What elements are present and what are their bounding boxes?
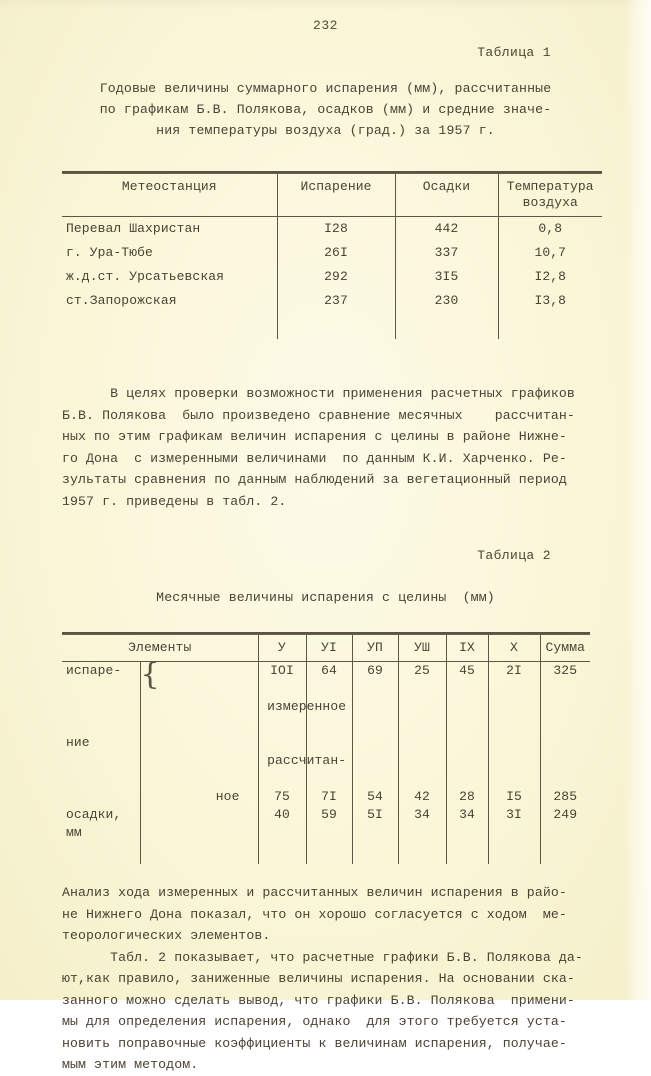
table-2-header-month-1: УI [306, 635, 352, 662]
table-1-header-precipitation: Осадки [395, 174, 498, 217]
table-1-header-row [62, 174, 602, 217]
table-2-sublabel-calculated-line-1 [140, 734, 347, 788]
table-2-cell-1-3: 42 [398, 788, 446, 806]
table-1-cell-temperature-2: I2,8 [498, 265, 602, 289]
table-2-cell-1-4: 28 [446, 788, 488, 806]
table-2-caption: Таблица 2 [477, 548, 551, 563]
table-2-cell-2-1: 59 [306, 806, 352, 824]
table-1-cell-station-0: Перевал Шахристан [66, 221, 201, 236]
table-row [62, 788, 590, 806]
paragraph-2-line-5: ют,как правило, заниженные величины испарения. На основании ска- [62, 971, 575, 986]
table-1-header-temperature-line-1: Температура [506, 179, 594, 194]
table-2-sublabel-measured-text: измеренное [267, 699, 347, 714]
paragraph-2 [0, 882, 651, 1076]
table-2-cell-0-5: 2I [488, 662, 540, 734]
table-2-cell-1-total: 285 [540, 788, 590, 806]
paragraph-1-line-4: го Дона с измеренными величинами по данным К.И. Харченко. Ре- [62, 450, 567, 466]
table-1-cell-temperature-0: 0,8 [498, 217, 602, 241]
table-1-header-evaporation: Испарение [277, 174, 395, 217]
table-1-header-temperature [498, 174, 602, 217]
paragraph-1-line-6: 1957 г. приведены в табл. 2. [62, 493, 287, 509]
table-2-sublabel-calculated-line-2: ное [140, 788, 258, 806]
table-1-cell-precipitation-3: 230 [395, 289, 498, 313]
paragraph-2-line-3: теорологических элементов. [62, 928, 271, 943]
paragraph-1-line-2: Б.В. Полякова было произведено сравнение месячных рассчитан- [62, 407, 575, 423]
table-2-cell-1-0: 75 [258, 788, 306, 806]
paragraph-2-line-4: Табл. 2 показывает, что расчетные графики Б.В. Полякова да- [62, 949, 583, 965]
table-2-tail [62, 842, 590, 864]
table-1-header-station: Метеостанция [121, 179, 217, 194]
paragraph-2-line-7: мы для определения испарения, однако для этого требуется уста- [62, 1014, 567, 1029]
table-1-cell-precipitation-2: 3I5 [395, 265, 498, 289]
paragraph-2-line-9: мым этим методом. [62, 1057, 199, 1072]
paragraph-1-line-3: ных по этим графикам величин испарения с целины в районе Нижне- [62, 429, 567, 444]
table-1-header-temperature-line-2: воздуха [522, 195, 578, 210]
table-1-cell-precipitation-1: 337 [395, 241, 498, 265]
table-2-cell-1-1: 7I [306, 788, 352, 806]
table-2-cell-2-0: 40 [258, 806, 306, 824]
table-row [62, 241, 602, 265]
table-2 [62, 632, 590, 864]
table-2-cell-0-1: 64 [306, 662, 352, 734]
table-2-precipitation-unit-row [62, 824, 590, 842]
table-1-title-line-1: Годовые величины суммарного испарения (мм), рассчитанные [99, 81, 552, 96]
table-1-caption: Таблица 1 [477, 45, 551, 60]
table-1-title [0, 78, 651, 141]
table-row [62, 806, 590, 824]
paragraph-2-line-2: не Нижнего Дона показал, что он хорошо согласуется с ходом ме- [62, 906, 567, 922]
table-2-label-precipitation-line-2: мм [66, 825, 82, 840]
table-2-cell-2-2: 5I [352, 806, 398, 824]
table-2-cell-1-2: 54 [352, 788, 398, 806]
table-1-cell-station-3: ст.Запорожская [66, 293, 177, 308]
paragraph-1-line-5: зультаты сравнения по данным наблюдений за вегетационный период [62, 472, 567, 487]
table-1-cell-evaporation-2: 292 [277, 265, 395, 289]
paragraph-2-line-8: новить поправочные коэффициенты к величинам испарения, получае- [62, 1035, 567, 1051]
table-1-title-line-2: по графикам Б.В. Полякова, осадков (мм) и средние значе- [99, 102, 552, 117]
paragraph-1 [0, 383, 651, 512]
table-2-cell-2-5: 3I [488, 806, 540, 824]
table-2-header-month-2: УП [352, 635, 398, 662]
table-1-cell-station-1: г. Ура-Тюбе [66, 245, 153, 260]
table-2-header-month-0: У [258, 635, 306, 662]
table-2-title [0, 587, 651, 608]
table-row [62, 265, 602, 289]
table-2-cell-0-4: 45 [446, 662, 488, 734]
table-2-cell-0-2: 69 [352, 662, 398, 734]
table-2-title-line-1: Месячные величины испарения с целины (мм) [156, 590, 495, 605]
table-2-header-month-3: УШ [398, 635, 446, 662]
table-2-cell-2-4: 34 [446, 806, 488, 824]
paragraph-2-line-6: занного можно сделать вывод, что графики Б.В. Полякова примени- [62, 992, 575, 1008]
table-2-cell-0-3: 25 [398, 662, 446, 734]
table-2-cell-2-total: 249 [540, 806, 590, 824]
brace-icon: { [140, 657, 160, 692]
paragraph-1-line-1: В целях проверки возможности применения расчетных графиков [62, 386, 575, 401]
table-row [62, 662, 590, 734]
table-1 [62, 171, 602, 339]
table-1-cell-station-2: ж.д.ст. Урсатьевская [66, 269, 225, 284]
table-1-cell-evaporation-1: 26I [277, 241, 395, 265]
table-2-header-month-5: X [488, 635, 540, 662]
table-2-calculated-label-row [62, 734, 590, 788]
table-2-header-month-4: IX [446, 635, 488, 662]
table-1-title-line-3: ния температуры воздуха (град.) за 1957 г. [156, 123, 495, 138]
table-2-sublabel-calculated-text-1: рассчитан- [267, 753, 347, 768]
table-2-label-evaporation-line-1: испаре- [66, 663, 122, 678]
table-1-tail [62, 313, 602, 339]
table-2-cell-0-total: 325 [540, 662, 590, 734]
table-2-label-precipitation-line-1: осадки, [66, 807, 122, 822]
table-1-wrapper [0, 171, 651, 339]
table-2-header-elements: Элементы [128, 640, 192, 655]
table-2-cell-0-0: IOI [258, 662, 306, 734]
table-row [62, 289, 602, 313]
table-2-label-evaporation-line-2: ние [66, 735, 90, 750]
page-number: 232 [313, 18, 338, 33]
table-1-cell-temperature-1: 10,7 [498, 241, 602, 265]
table-1-cell-temperature-3: I3,8 [498, 289, 602, 313]
table-2-wrapper [0, 632, 651, 864]
table-1-cell-precipitation-0: 442 [395, 217, 498, 241]
table-2-cell-1-5: I5 [488, 788, 540, 806]
table-1-cell-evaporation-0: I28 [277, 217, 395, 241]
table-2-cell-2-3: 34 [398, 806, 446, 824]
table-2-header-total: Сумма [540, 635, 590, 662]
table-1-cell-evaporation-3: 237 [277, 289, 395, 313]
table-row [62, 217, 602, 241]
paragraph-2-line-1: Анализ хода измеренных и рассчитанных величин испарения в райо- [62, 885, 567, 900]
